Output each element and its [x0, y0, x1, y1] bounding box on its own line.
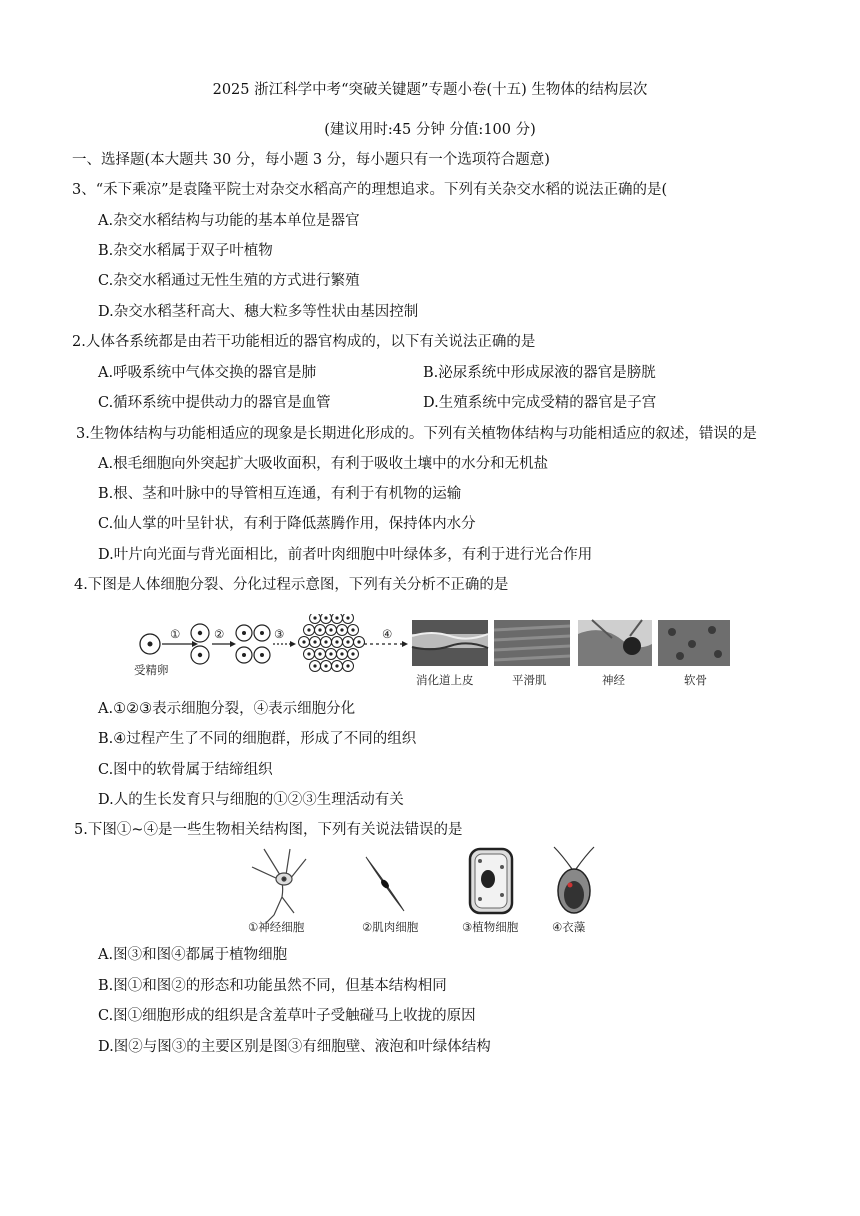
cluster-cell-nucleus: [324, 664, 327, 667]
label-nerve: 神经: [602, 673, 625, 687]
step-4-label: ④: [382, 627, 393, 641]
zygote-cell: [140, 634, 160, 654]
option-c: C.仙人掌的叶呈针状，有利于降低蒸腾作用，保持体内水分: [98, 516, 476, 532]
four-cells: [236, 625, 270, 663]
step-3-label: ③: [274, 627, 285, 641]
neuron-image: [252, 849, 306, 923]
question-stem: 3.生物体结构与功能相适应的现象是长期进化形成的。下列有关植物体结构与功能相适应的叙述，错误的是: [76, 426, 757, 442]
option-b: B.泌尿系统中形成尿液的器官是膀胱: [423, 365, 656, 381]
option-b: B.根、茎和叶脉中的导管相互连通，有利于有机物的运输: [98, 486, 462, 502]
label-muscle-cell: ②肌肉细胞: [362, 920, 419, 934]
cartilage-tissue-image: [658, 620, 730, 666]
option-c: C.杂交水稻通过无性生殖的方式进行繁殖: [98, 273, 360, 289]
label-smooth-muscle: 平滑肌: [512, 673, 547, 687]
plant-cell-image: [470, 849, 512, 913]
cluster-cell-nucleus: [346, 640, 349, 643]
cluster-cell-nucleus: [318, 628, 321, 631]
option-b: B.④过程产生了不同的细胞群，形成了不同的组织: [98, 731, 417, 747]
question-stem: 5.下图①~④是一些生物相关结构图，下列有关说法错误的是: [74, 822, 463, 838]
cluster-cell-nucleus: [329, 628, 332, 631]
cluster-cell-nucleus: [307, 628, 310, 631]
cluster-cell-nucleus: [346, 616, 349, 619]
step-2-label: ②: [214, 627, 225, 641]
option-b: B.杂交水稻属于双子叶植物: [98, 243, 273, 259]
chlamydomonas-image: [554, 847, 594, 913]
question-stem: 3、“禾下乘凉”是袁隆平院士对杂交水稻高产的理想追求。下列有关杂交水稻的说法正确的是(: [72, 182, 668, 198]
muscle-cell-image: [366, 857, 404, 911]
label-neuron: ①神经细胞: [248, 920, 305, 934]
label-zygote: 受精卵: [134, 663, 169, 677]
cluster-cell-nucleus: [313, 616, 316, 619]
option-c: C.图中的软骨属于结缔组织: [98, 762, 273, 778]
option-a: A.呼吸系统中气体交换的器官是肺: [98, 365, 317, 381]
option-d: D.图②与图③的主要区别是图③有细胞壁、液泡和叶绿体结构: [98, 1039, 491, 1055]
option-a: A.杂交水稻结构与功能的基本单位是器官: [98, 213, 360, 229]
option-d: D.叶片向光面与背光面相比，前者叶肉细胞中叶绿体多，有利于进行光合作用: [98, 547, 593, 563]
cell-cluster: [299, 614, 365, 672]
cell-division-diagram: [132, 614, 732, 690]
option-c: C.循环系统中提供动力的器官是血管: [98, 395, 331, 411]
option-a: A.①②③表示细胞分裂，④表示细胞分化: [98, 701, 356, 717]
cluster-cell-nucleus: [313, 640, 316, 643]
epithelium-tissue-image: [412, 620, 488, 666]
cluster-cell-nucleus: [346, 664, 349, 667]
cluster-cell-nucleus: [335, 664, 338, 667]
cluster-cell-nucleus: [302, 640, 305, 643]
option-d: D.杂交水稻茎秆高大、穗大粒多等性状由基因控制: [98, 304, 419, 320]
cell-types-diagram: [244, 845, 614, 937]
section-heading: 一、选择题(本大题共 30 分，每小题 3 分，每小题只有一个选项符合题意): [72, 152, 550, 168]
option-d: D.人的生长发育只与细胞的①②③生理活动有关: [98, 792, 404, 808]
label-epithelium: 消化道上皮: [416, 673, 474, 687]
cluster-cell-nucleus: [340, 628, 343, 631]
cluster-cell-nucleus: [324, 640, 327, 643]
option-c: C.图①细胞形成的组织是含羞草叶子受触碰马上收拢的原因: [98, 1008, 476, 1024]
label-cartilage: 软骨: [684, 673, 707, 687]
cluster-cell-nucleus: [335, 616, 338, 619]
cluster-cell-nucleus: [329, 652, 332, 655]
cluster-cell-nucleus: [335, 640, 338, 643]
cluster-cell-nucleus: [307, 652, 310, 655]
cluster-cell-nucleus: [340, 652, 343, 655]
smooth-muscle-tissue-image: [494, 620, 570, 666]
cluster-cell-nucleus: [351, 652, 354, 655]
nerve-tissue-image: [578, 620, 652, 666]
label-plant-cell: ③植物细胞: [462, 920, 519, 934]
page-subtitle: (建议用时:45 分钟 分值:100 分): [324, 122, 536, 138]
cluster-cell-nucleus: [357, 640, 360, 643]
step-1-label: ①: [170, 627, 181, 641]
label-chlamydomonas: ④衣藻: [552, 920, 586, 934]
cluster-cell-nucleus: [324, 616, 327, 619]
option-b: B.图①和图②的形态和功能虽然不同，但基本结构相同: [98, 978, 447, 994]
cluster-cell-nucleus: [313, 664, 316, 667]
option-d: D.生殖系统中完成受精的器官是子宫: [423, 395, 657, 411]
option-a: A.图③和图④都属于植物细胞: [98, 947, 288, 963]
option-a: A.根毛细胞向外突起扩大吸收面积，有利于吸收土壤中的水分和无机盐: [98, 456, 549, 472]
question-stem: 4.下图是人体细胞分裂、分化过程示意图，下列有关分析不正确的是: [74, 577, 509, 593]
cluster-cell-nucleus: [318, 652, 321, 655]
cluster-cell-nucleus: [351, 628, 354, 631]
question-stem: 2.人体各系统都是由若干功能相近的器官构成的，以下有关说法正确的是: [72, 334, 536, 350]
page-title: 2025 浙江科学中考“突破关键题”专题小卷(十五) 生物体的结构层次: [212, 82, 648, 98]
